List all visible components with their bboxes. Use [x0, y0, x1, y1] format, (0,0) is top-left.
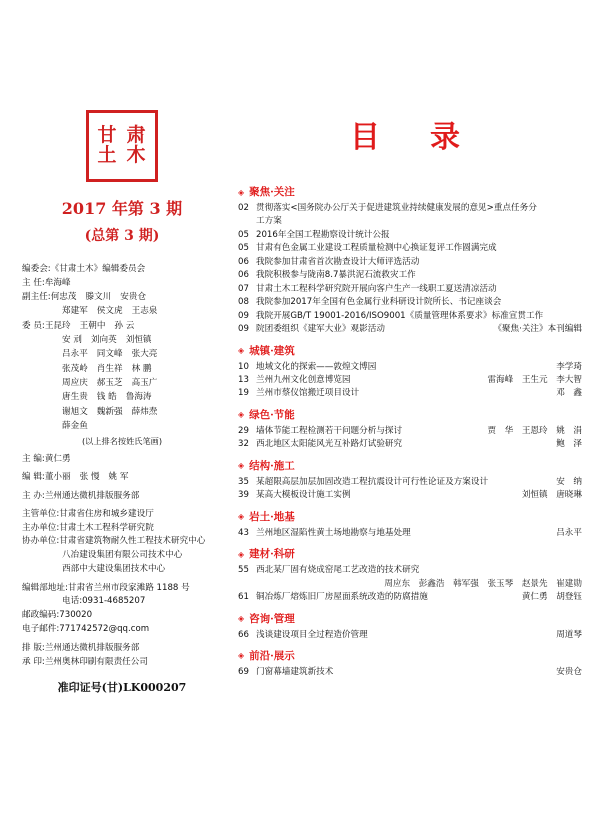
diamond-icon: ◈ — [238, 409, 245, 420]
supervising-unit: 主管单位:甘肃省住房和城乡建设厅 — [22, 508, 154, 519]
entry-page: 06 — [238, 256, 249, 267]
toc-entry[interactable] — [238, 269, 582, 281]
postal-code: 邮政编码:730020 — [22, 610, 93, 621]
entry-text — [256, 202, 582, 214]
entry-page: 69 — [238, 666, 249, 677]
section-header — [238, 343, 582, 358]
masthead-name: 谢旭文 — [62, 406, 88, 417]
masthead-name: 吕永平 — [62, 349, 88, 360]
toc-entry[interactable] — [238, 374, 582, 386]
masthead-row — [22, 391, 222, 404]
masthead-row — [22, 471, 222, 484]
license-number: 准印证号(甘)LK000207 — [57, 681, 187, 695]
editorial-address: 编辑部地址:甘肃省兰州市段家滩路 1188 号 — [22, 582, 190, 593]
masthead-name: 黄仁勇 — [44, 453, 71, 464]
masthead-name: 林 鹏 — [131, 363, 152, 374]
entry-title: 浅谈建设项目全过程造价管理 — [256, 629, 368, 640]
masthead-name: 郝玉芝 — [96, 377, 123, 388]
masthead-row-values — [45, 471, 222, 484]
masthead-row-values — [45, 490, 222, 503]
masthead-row-label: 主 任: — [22, 277, 45, 288]
entry-author: 安 纳 — [556, 476, 582, 487]
masthead-name: 滕文川 — [85, 292, 112, 303]
masthead-row-label: 副主任: — [22, 292, 51, 303]
entry-page: 13 — [238, 374, 249, 385]
entry-page: 07 — [238, 283, 249, 294]
masthead-name: 高玉广 — [131, 377, 158, 388]
masthead-row — [22, 642, 222, 655]
masthead-name: 肖生祥 — [96, 363, 123, 374]
entry-text — [256, 269, 582, 281]
masthead-name: 孙 云 — [114, 320, 135, 331]
section-header — [238, 546, 582, 561]
entry-page: 19 — [238, 388, 249, 399]
entry-title: 我院开展GB/T 19001-2016/ISO9001《质量管理体系要求》标准宣贯工作 — [256, 310, 544, 321]
masthead-name: 张茂岭 — [62, 363, 88, 374]
section-title: 建材·科研 — [249, 548, 295, 561]
masthead-name: 董小丽 — [44, 472, 71, 483]
entry-title: 某超限高层加层加固改造工程抗震设计可行性论证及方案设计 — [256, 476, 489, 487]
issue-line: 2017 年第 3 期 — [61, 199, 183, 218]
entry-author: 安贵仓 — [556, 666, 582, 677]
toc-section — [238, 648, 582, 678]
entry-page: 08 — [238, 297, 249, 308]
toc-entry[interactable] — [238, 256, 582, 268]
entry-author: 李学琦 — [556, 361, 582, 372]
entry-title: 铜冶炼厂熔炼旧厂房屋面系统改造的防腐措施 — [256, 592, 428, 603]
masthead-name: 钱 皓 — [96, 392, 117, 403]
masthead-row-values — [62, 305, 222, 318]
entry-text — [256, 476, 582, 488]
printer-value-wrap — [45, 656, 222, 669]
toc-entry[interactable] — [238, 425, 582, 437]
entry-text — [256, 629, 582, 641]
masthead-row-values — [62, 377, 222, 390]
diamond-icon: ◈ — [238, 186, 245, 197]
toc-section — [238, 184, 582, 336]
entry-title: 我院参加2017年全国有色金属行业科研设计院所长、书记座谈会 — [256, 297, 502, 308]
typesetting-value-wrap — [45, 642, 222, 655]
entry-title: 甘肃有色金属工业建设工程质量检测中心换证复评工作圆满完成 — [256, 243, 497, 254]
masthead-row — [22, 490, 222, 503]
entry-author: 贾 华 王恩玲 姚 涓 — [487, 425, 582, 436]
entry-title: 我院参加甘肃省首次勘查设计大师评选活动 — [256, 256, 420, 267]
co-sponsor-unit-2: 八冶建设集团有限公司技术中心 — [62, 550, 183, 561]
seal-char-3: 土 — [97, 144, 118, 166]
toc-section — [238, 458, 582, 502]
toc-entry[interactable] — [238, 527, 582, 539]
entry-text — [256, 666, 582, 678]
entry-title: 兰州市蔡仪馆搬迁项目设计 — [256, 388, 360, 399]
masthead-row — [22, 291, 222, 304]
toc-entry[interactable] — [238, 310, 582, 322]
masthead-row-values — [62, 391, 222, 404]
entry-text — [256, 387, 582, 399]
issue-total-line: (总第 3 期) — [84, 228, 160, 244]
masthead-row-values — [45, 453, 222, 466]
masthead-name: 郑建军 — [62, 306, 88, 317]
masthead-row — [22, 305, 222, 318]
entry-page: 05 — [238, 229, 249, 240]
table-of-contents — [238, 112, 582, 679]
entry-text — [256, 229, 582, 241]
entry-text — [256, 438, 582, 450]
board-order-note: (以上排名按姓氏笔画) — [81, 436, 163, 447]
email-address: 电子邮件:771742572@qq.com — [22, 623, 150, 634]
masthead-row — [22, 453, 222, 466]
masthead-row — [22, 348, 222, 361]
masthead-row — [22, 320, 222, 333]
masthead-name: 张大亮 — [131, 349, 158, 360]
masthead-row-label: 主 办: — [22, 490, 45, 501]
masthead-row-values — [45, 277, 222, 290]
diamond-icon: ◈ — [238, 650, 245, 661]
entry-title: 墙体节能工程检测若干问题分析与探讨 — [256, 425, 403, 436]
entry-title: 地域文化的探索——敦煌文博园 — [256, 361, 377, 372]
entry-author: 鲍 泽 — [556, 439, 582, 450]
entry-page: 66 — [238, 629, 249, 640]
masthead-row-label: 委 员: — [22, 320, 45, 331]
typesetting-label: 排 版: — [22, 642, 45, 653]
toc-entry[interactable] — [238, 283, 582, 295]
toc-entry[interactable] — [238, 242, 582, 254]
entry-page: 09 — [238, 310, 249, 321]
sponsoring-unit: 主办单位:甘肃土木工程科学研究院 — [22, 522, 154, 533]
section-title: 城镇·建筑 — [249, 344, 295, 357]
entry-author: 吕永平 — [556, 527, 582, 538]
entry-title: 甘肃土木工程科学研究院开展向客户生产一线职工夏送清凉活动 — [256, 283, 497, 294]
toc-entry[interactable] — [238, 202, 582, 214]
toc-section — [238, 407, 582, 451]
section-title: 结构·施工 — [249, 459, 295, 472]
entry-title: 兰州地区湿陷性黄土场地勘察与地基处理 — [256, 527, 411, 538]
masthead-name: 刘恒镇 — [125, 335, 152, 345]
entry-page: 32 — [238, 439, 249, 450]
masthead-row-values — [62, 363, 222, 376]
entry-text — [256, 564, 582, 576]
toc-section — [238, 546, 582, 603]
entry-title: 我院积极参与陇南8.7暴洪泥石流救灾工作 — [256, 270, 416, 281]
co-sponsor-unit: 协办单位:甘肃省建筑物耐久性工程技术研究中心 — [22, 536, 206, 547]
masthead-name: 周应庆 — [62, 377, 88, 388]
masthead-name: 王志泉 — [131, 306, 158, 317]
section-title: 前沿·展示 — [249, 649, 295, 662]
entry-page: 02 — [238, 203, 249, 213]
section-header — [238, 458, 582, 473]
masthead-row — [22, 406, 222, 419]
diamond-icon: ◈ — [238, 511, 245, 522]
masthead-name: 牟海峰 — [44, 277, 71, 288]
diamond-icon: ◈ — [238, 548, 245, 559]
toc-entry[interactable] — [238, 387, 582, 399]
entry-text — [256, 296, 582, 308]
entry-title: 某高大模板设计施工实例 — [256, 490, 351, 501]
entry-title: 兰州九州文化创意博览园 — [256, 374, 351, 385]
masthead-name: 侯文虎 — [96, 306, 123, 317]
toc-entry[interactable] — [238, 323, 582, 335]
entry-author: 邓 鑫 — [556, 388, 582, 399]
toc-section — [238, 509, 582, 539]
toc-entry[interactable] — [238, 591, 582, 603]
masthead-row-label: 编 辑: — [22, 472, 45, 483]
masthead-name: 唐生贵 — [62, 392, 88, 403]
entry-text — [256, 323, 582, 335]
toc-entry[interactable] — [238, 361, 582, 373]
entry-text — [256, 591, 582, 603]
masthead-name: 兰州通达微机排版服务部 — [44, 490, 140, 501]
co-sponsor-unit-3: 西部中大建设集团技术中心 — [62, 563, 166, 574]
masthead-name: 张 慢 — [79, 472, 100, 483]
masthead-info — [22, 263, 222, 696]
seal-char-4: 木 — [126, 144, 147, 166]
diamond-icon: ◈ — [238, 345, 245, 356]
section-title: 聚焦·关注 — [249, 186, 295, 198]
journal-seal-icon — [86, 110, 158, 182]
entry-page: 55 — [238, 565, 249, 576]
masthead-name: 何忠茂 — [50, 292, 77, 303]
toc-entry[interactable] — [238, 666, 582, 678]
masthead-row-values — [45, 320, 222, 333]
toc-entry[interactable] — [238, 296, 582, 308]
masthead-row-label: 主 编: — [22, 453, 45, 464]
masthead-row-values — [62, 334, 222, 347]
masthead-row-values — [51, 291, 222, 304]
entry-text — [256, 527, 582, 539]
editorial-board-title: 编委会:《甘肃土木》编辑委员会 — [22, 264, 146, 274]
printer-label: 承 印: — [22, 656, 45, 667]
entry-title: 2016年全国工程勘察设计统计公报 — [256, 229, 390, 240]
seal-char-1: 甘 — [97, 124, 118, 147]
masthead-row — [22, 656, 222, 669]
seal-char-2: 肃 — [126, 124, 147, 147]
masthead-row-values — [62, 348, 222, 361]
entry-title-cont: 工方案 — [256, 216, 282, 227]
entry-text — [256, 283, 582, 295]
entry-author: 雷海峰 王生元 李大智 — [487, 374, 582, 385]
masthead-name: 魏新强 — [96, 406, 123, 417]
masthead-column — [22, 110, 222, 696]
masthead-name: 同文峰 — [96, 349, 123, 360]
section-header — [238, 407, 582, 422]
masthead-name: 鲁海涛 — [125, 392, 152, 403]
entry-page: 35 — [238, 476, 249, 487]
entry-text — [256, 361, 582, 373]
masthead-name: 安 刓 — [62, 335, 82, 345]
masthead-name: 薛金鱼 — [62, 420, 88, 431]
masthead-row — [22, 334, 222, 347]
entry-title: 西北某厂固有烧成窑尾工艺改造的技术研究 — [256, 565, 420, 576]
entry-title: 门窗幕墙建筑新技术 — [256, 666, 334, 677]
page-title: 目 录 — [350, 120, 470, 155]
entry-title: 西北地区太阳能风光互补路灯试验研究 — [256, 439, 403, 450]
entry-page: 61 — [238, 592, 249, 603]
masthead-row — [22, 420, 222, 433]
entry-title: 院团委组织《建军大业》观影活动 — [256, 324, 385, 335]
masthead-name: 王朝中 — [79, 320, 106, 331]
entry-text — [256, 374, 582, 386]
entry-text — [256, 425, 582, 437]
entry-title: 贯彻落实<国务院办公厅关于促进建筑业持续健康发展的意见>重点任务分 — [256, 203, 537, 213]
section-title: 岩土·地基 — [249, 510, 295, 523]
section-title: 咨询·管理 — [249, 612, 295, 625]
entry-page: 09 — [238, 324, 249, 335]
entry-page: 05 — [238, 243, 249, 254]
toc-section — [238, 611, 582, 641]
entry-author: 周应东 彭鑫浩 韩军强 张玉琴 赵景先 崔建勋 — [384, 578, 582, 589]
section-header — [238, 509, 582, 524]
toc-section — [238, 343, 582, 400]
masthead-row — [22, 363, 222, 376]
entry-text — [256, 256, 582, 268]
toc-entry[interactable] — [238, 489, 582, 501]
diamond-icon: ◈ — [238, 460, 245, 471]
toc-entry[interactable] — [238, 476, 582, 488]
section-header — [238, 184, 582, 199]
toc-entry[interactable] — [238, 229, 582, 241]
masthead-row — [22, 277, 222, 290]
section-header — [238, 648, 582, 663]
entry-author: 刘恒镇 唐晓琳 — [521, 490, 582, 501]
entry-page: 06 — [238, 270, 249, 281]
toc-entry[interactable] — [238, 438, 582, 450]
masthead-name: 姚 军 — [108, 472, 129, 483]
section-header — [238, 611, 582, 626]
entry-author: 周道琴 — [556, 629, 582, 640]
entry-text — [256, 489, 582, 501]
masthead-name: 王昆玲 — [44, 320, 71, 331]
masthead-row-values — [62, 406, 222, 419]
masthead-name: 刘向英 — [90, 335, 117, 345]
masthead-row-values — [62, 420, 222, 433]
entry-author: 黄仁勇 胡登钰 — [521, 592, 582, 603]
printer-value: 兰州奥林印刷有限责任公司 — [44, 656, 148, 667]
journal-seal-wrap — [22, 110, 222, 182]
typesetting-value: 兰州通达微机排版服务部 — [44, 642, 140, 653]
entry-page: 43 — [238, 527, 249, 538]
section-title: 绿色·节能 — [249, 408, 295, 421]
masthead-row — [22, 377, 222, 390]
entry-page: 10 — [238, 361, 249, 372]
toc-entry[interactable] — [238, 629, 582, 641]
entry-text — [256, 242, 582, 254]
entry-author: 《聚焦·关注》本刊编辑 — [493, 324, 582, 335]
entry-page: 29 — [238, 425, 249, 436]
editorial-phone: 电话:0931-4685207 — [62, 596, 146, 607]
entry-text — [256, 310, 582, 322]
diamond-icon: ◈ — [238, 613, 245, 624]
masthead-name: 安贵仓 — [120, 292, 147, 303]
toc-entry[interactable] — [238, 564, 582, 576]
entry-page: 39 — [238, 490, 249, 501]
masthead-name: 薛炜焘 — [131, 406, 158, 417]
